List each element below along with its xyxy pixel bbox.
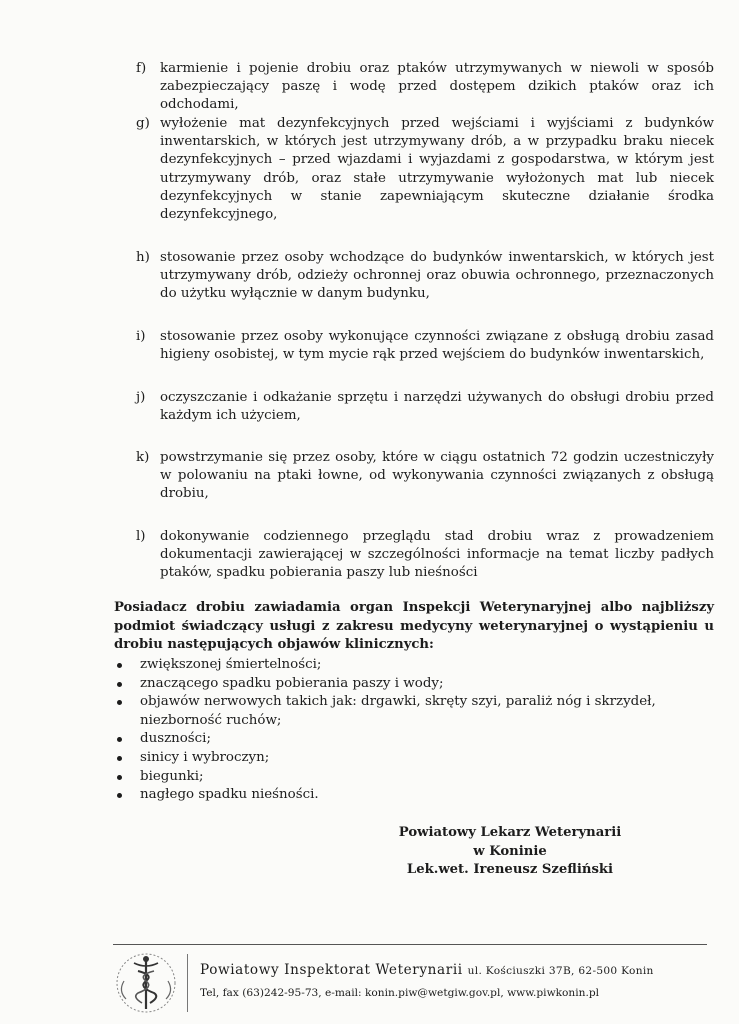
symptom-text: sinicy i wybroczyn; — [140, 749, 270, 765]
symptom-list — [114, 656, 714, 805]
symptom-item — [114, 730, 714, 749]
list-letter: j) — [136, 390, 146, 405]
signature-location: w Koninie — [473, 843, 547, 859]
footer-rule — [113, 944, 707, 945]
list-item-l — [136, 528, 714, 583]
bullet-icon — [117, 756, 122, 761]
footer-org-name: Powiatowy Inspektorat Weterynarii — [200, 962, 463, 978]
list-text: powstrzymanie się przez osoby, które w ciągu ostatnich 72 godzin uczestniczyły w polowaniu na ptaki łowne, od wykonywania czynności związanych z obsługą drobiu, — [160, 450, 714, 502]
list-letter: k) — [136, 450, 150, 465]
notice-paragraph: Posiadacz drobiu zawiadamia organ Inspekcji Weterynaryjnej albo najbliższy podmiot świadczący usługi z zakresu medycyny weterynaryjnej o wystąpieniu u drobiu następujących objawów klinicznych: — [114, 600, 714, 652]
symptom-item — [114, 693, 714, 730]
symptom-text: biegunki; — [140, 768, 204, 784]
veterinary-caduceus-logo-icon — [112, 951, 180, 1015]
bullet-icon — [117, 793, 122, 798]
symptom-item — [114, 675, 714, 694]
signature-title: Powiatowy Lekarz Weterynarii — [398, 825, 622, 840]
list-text: karmienie i pojenie drobiu oraz ptaków utrzymywanych w niewoli w sposób zabezpieczający paszę i wodę przed dostępem dzikich ptaków oraz ich odchodami, — [160, 61, 714, 113]
bullet-icon — [117, 700, 122, 705]
list-item-i — [136, 328, 714, 364]
symptom-text: znaczącego spadku pobierania paszy i wody; — [140, 675, 444, 691]
symptom-item — [114, 749, 714, 768]
bullet-icon — [117, 775, 122, 780]
list-letter: g) — [136, 116, 150, 131]
signature-name: Lek.wet. Ireneusz Szefliński — [406, 862, 614, 877]
list-letter: f) — [136, 61, 147, 76]
bullet-icon — [117, 682, 122, 687]
list-item-k — [136, 449, 714, 504]
footer-organization-line — [200, 962, 654, 978]
list-item-f — [136, 60, 714, 115]
list-text: wyłożenie mat dezynfekcyjnych przed wejściami i wyjściami z budynków inwentarskich, w których jest utrzymywany drób, a w przypadku braku niecek dezynfekcyjnych – przed wjazdami i wyjazdami z gospodarstwa, w którym jest utrzymywany drób, oraz stałe utrzymywanie wyłożonych mat lub niecek dezynfekcyjnych w stanie zapewniającym skuteczne działanie środka dezynfekcyjnego, — [160, 116, 714, 223]
symptom-text: nagłego spadku nieśności. — [140, 787, 319, 803]
list-item-h — [136, 249, 714, 304]
list-text: stosowanie przez osoby wykonujące czynności związane z obsługą drobiu zasad higieny osobistej, w tym mycie rąk przed wejściem do budynków inwentarskich, — [160, 329, 714, 363]
symptom-item — [114, 786, 714, 805]
footer-contact: Tel, fax (63)242-95-73, e-mail: konin.piw@wetgiw.gov.pl, www.piwkonin.pl — [200, 987, 600, 999]
bullet-icon — [117, 737, 122, 742]
list-text: stosowanie przez osoby wchodzące do budynków inwentarskich, w których jest utrzymywany drób, odzieży ochronnej oraz obuwia ochronnego, przeznaczonych do użytku wyłącznie w danym budynku, — [160, 250, 714, 302]
signature-block — [380, 824, 640, 880]
list-letter: i) — [136, 329, 146, 344]
list-text: oczyszczanie i odkażanie sprzętu i narzędzi używanych do obsługi drobiu przed każdym ich użyciem, — [160, 390, 714, 424]
footer-address: ul. Kościuszki 37B, 62-500 Konin — [467, 965, 654, 977]
symptom-text: duszności; — [140, 731, 211, 747]
list-letter: h) — [136, 250, 150, 265]
list-text: dokonywanie codziennego przeglądu stad drobiu wraz z prowadzeniem dokumentacji zawierającej w szczególności informacje na temat liczby padłych ptaków, spadku pobierania paszy lub nieśności — [160, 529, 714, 581]
list-item-g — [136, 115, 714, 224]
symptom-text: zwiększonej śmiertelności; — [140, 657, 322, 672]
symptom-item — [114, 768, 714, 787]
bullet-icon — [117, 663, 122, 668]
list-item-j — [136, 389, 714, 425]
symptom-text: objawów nerwowych takich jak: drgawki, skręty szyi, paraliż nóg i skrzydeł, niezborność ruchów; — [140, 694, 656, 728]
footer-divider — [187, 954, 188, 1012]
symptom-item — [114, 656, 714, 675]
list-letter: l) — [136, 529, 146, 544]
